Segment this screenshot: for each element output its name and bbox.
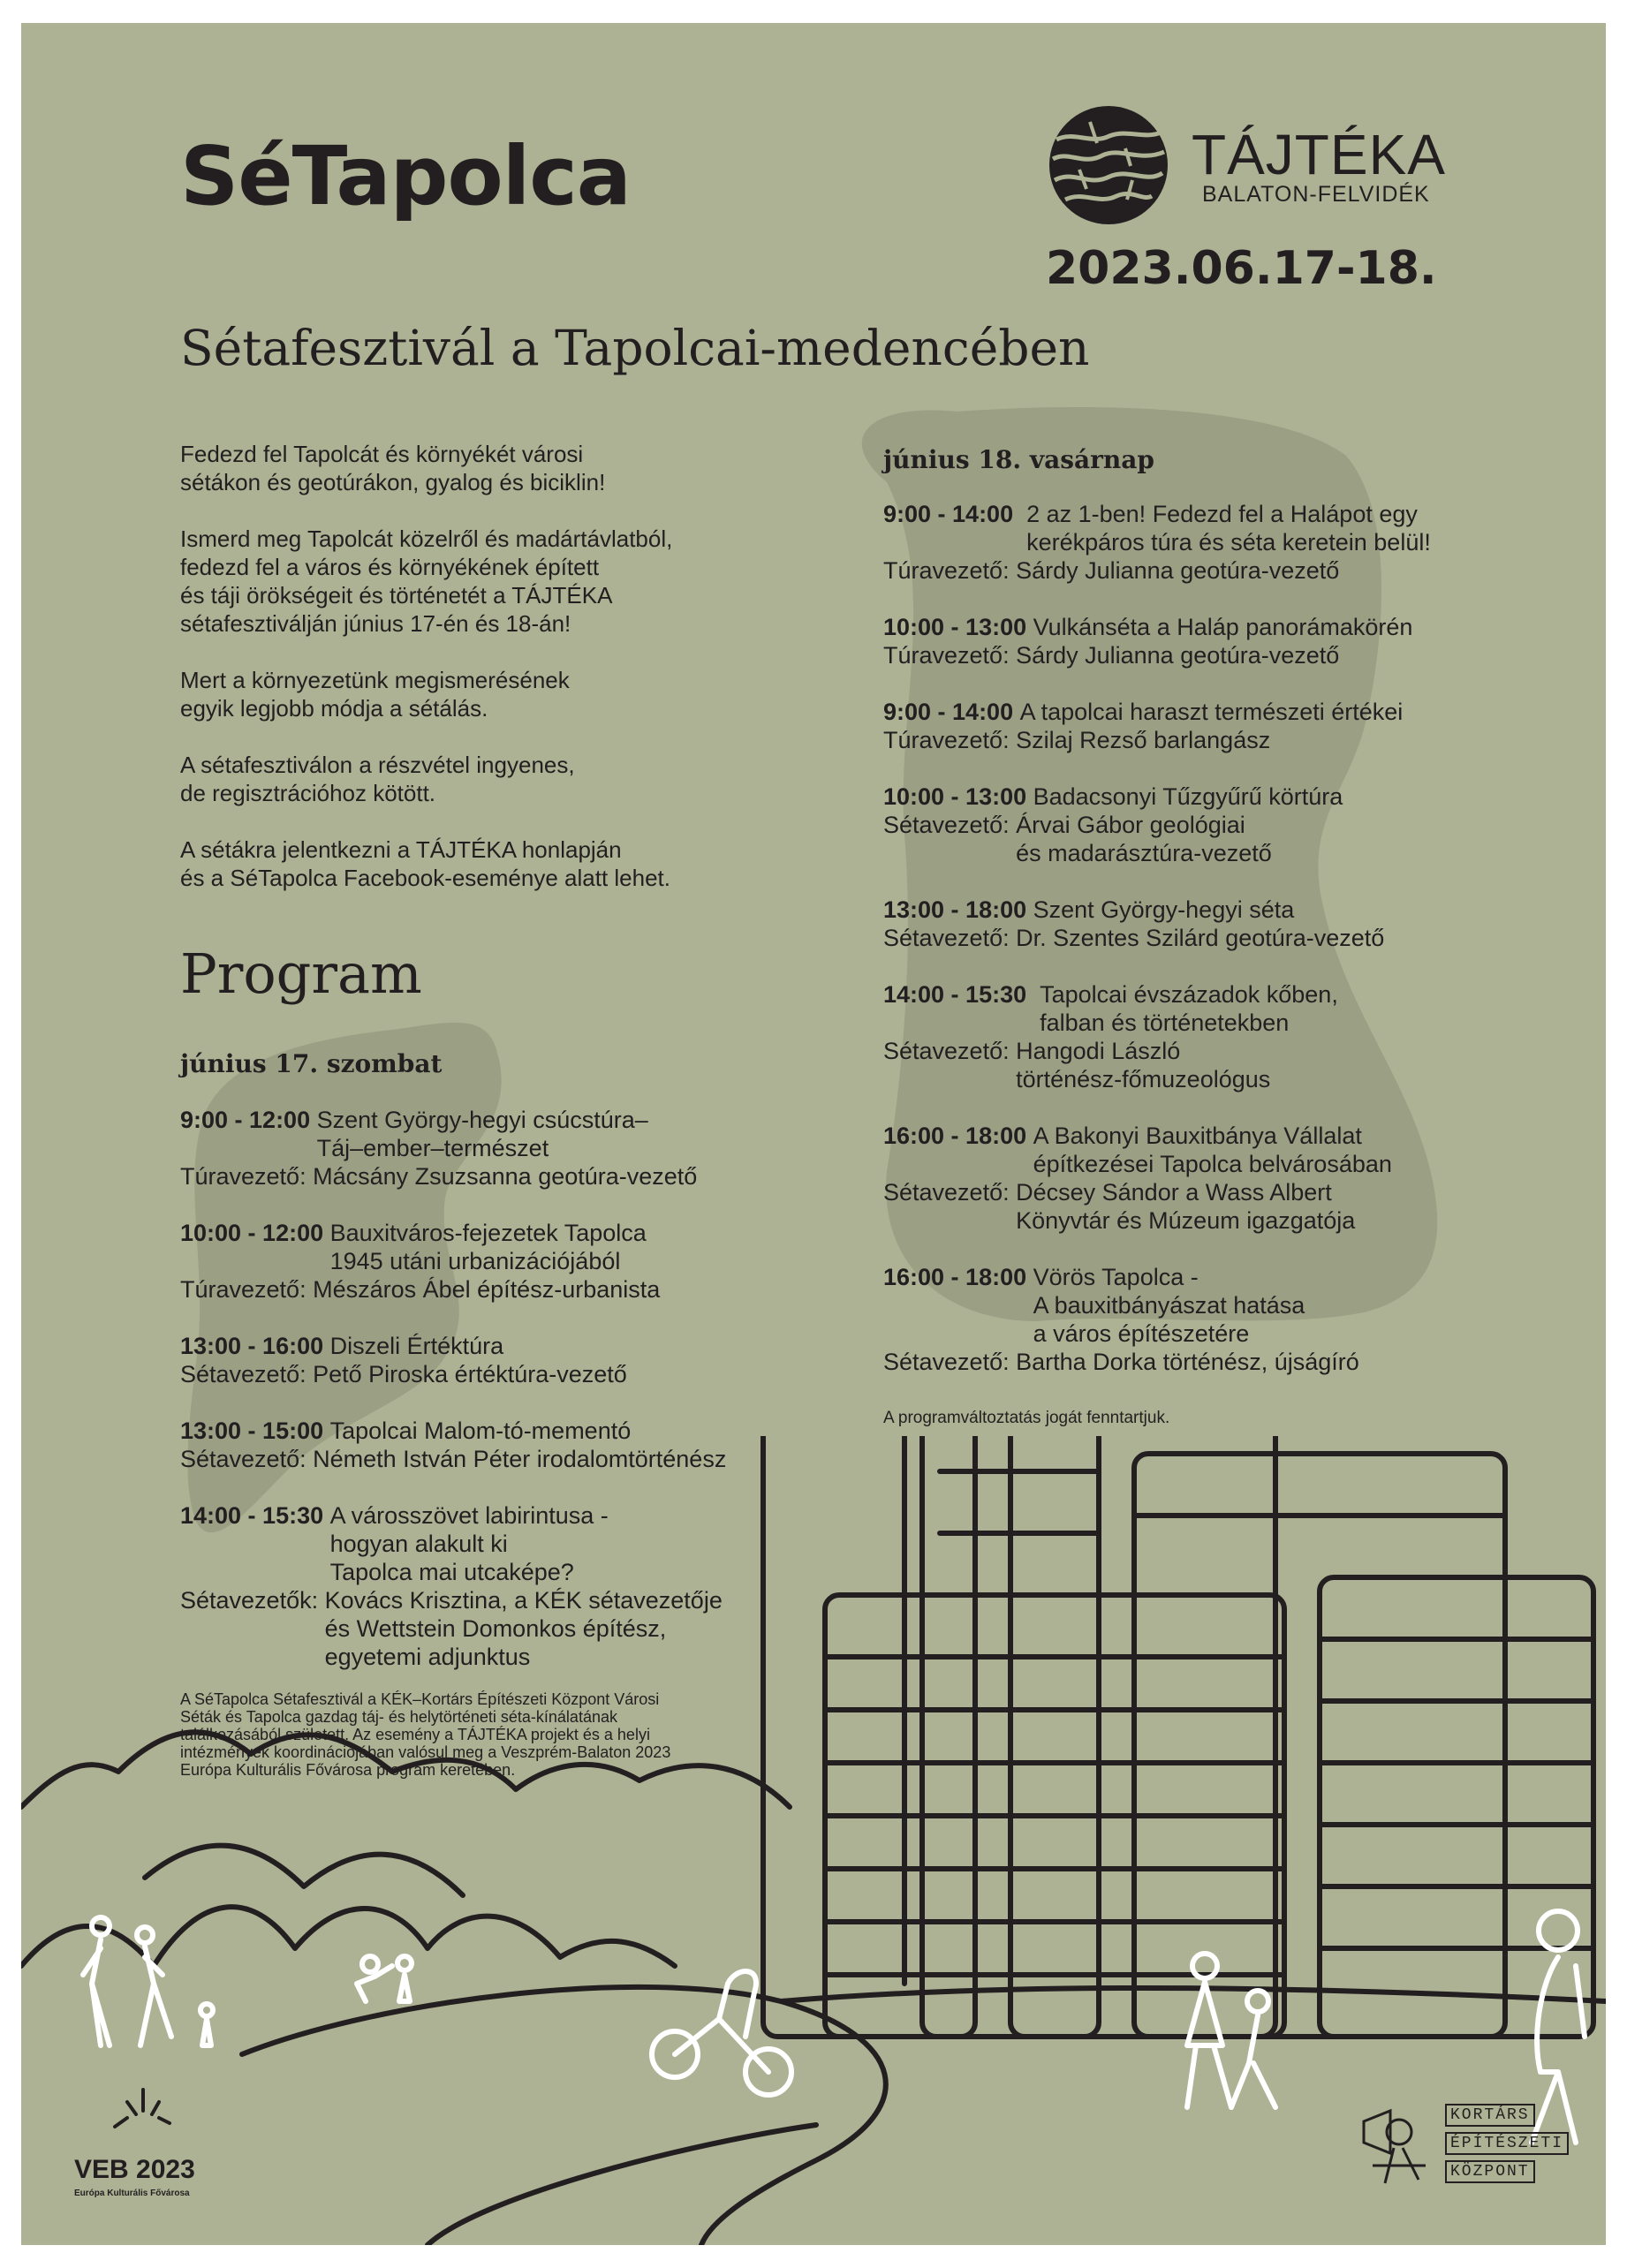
event-item xyxy=(883,1263,1590,1376)
footer-text: A SéTapolca Sétafesztivál a KÉK–Kortárs Építészeti Központ Városi Séták és Tapolca gazdag táj- és helytörténeti séta-kínálatának találkozásából született. Az esemény a TÁJTÉKA projekt és a helyi intézmények koordinációjában valósul meg a Veszprém-Balaton 2023 Európa Kulturális Fővárosa program keretében. xyxy=(180,1690,671,1779)
event-time: 13:00 - 16:00 xyxy=(180,1333,330,1359)
event-role: Sétavezető: xyxy=(883,1038,1017,1064)
event-leader: Németh István Péter irodalomtörténész xyxy=(313,1446,727,1472)
intro-paragraph: A sétafesztiválon a részvétel ingyenes, de regisztrációhoz kötött. xyxy=(180,752,575,806)
event-role: Sétavezető: xyxy=(883,812,1017,838)
event-item xyxy=(883,698,1590,754)
day2-events xyxy=(883,500,1590,1433)
day1-heading: június 17. szombat xyxy=(180,1049,443,1078)
event-role: Sétavezető: xyxy=(883,925,1017,951)
intro-paragraph: Ismerd meg Tapolcát közelről és madártávlatból, fedezd fel a város és környékének épített és táji örökségeit és történetét a TÁJTÉKA sétafesztiválján június 17-én és 18-án! xyxy=(180,525,673,637)
veb-sunburst-icon xyxy=(106,2084,177,2132)
event-role: Sétavezetők: xyxy=(180,1587,325,1614)
day2-heading: június 18. vasárnap xyxy=(883,445,1154,474)
walker-icon xyxy=(201,2004,213,2045)
event-time: 14:00 - 15:30 xyxy=(180,1502,330,1529)
event-time: 14:00 - 15:30 xyxy=(883,981,1041,1008)
event-title: 2 az 1-ben! Fedezd fel a Halápot egy kerékpáros túra és séta keretein belül! xyxy=(1026,501,1431,556)
event-leader: Sárdy Julianna geotúra-vezető xyxy=(1016,557,1340,584)
event-date: 2023.06.17-18. xyxy=(1046,242,1437,295)
event-time: 9:00 - 14:00 xyxy=(883,501,1027,527)
poster xyxy=(21,23,1606,2245)
hiker-icon xyxy=(397,1956,412,2001)
veb-logo-text: VEB 2023 xyxy=(74,2155,195,2184)
event-role: Sétavezető: xyxy=(883,1349,1017,1375)
event-leader: Árvai Gábor geológiai és madarásztúra-vezető xyxy=(1016,812,1272,866)
building-lines xyxy=(825,1436,1593,1975)
veb-logo-subtitle: Európa Kulturális Fővárosa xyxy=(74,2189,190,2198)
event-time: 9:00 - 14:00 xyxy=(883,699,1020,725)
event-leader: Bartha Dorka történész, újságíró xyxy=(1016,1349,1359,1375)
event-leader: Sárdy Julianna geotúra-vezető xyxy=(1016,642,1340,669)
event-item xyxy=(883,896,1590,952)
event-leader: Dr. Szentes Szilárd geotúra-vezető xyxy=(1016,925,1385,951)
walker-icon xyxy=(83,1917,110,2045)
event-leader: Szilaj Rezső barlangász xyxy=(1016,727,1271,753)
building-block xyxy=(1010,1436,1275,2037)
event-item xyxy=(180,1106,851,1191)
event-item xyxy=(180,1332,851,1388)
road-edge xyxy=(428,2125,816,2245)
event-title: A Bakonyi Bauxitbánya Vállalat építkezései Tapolca belvárosában xyxy=(1033,1123,1392,1177)
event-role: Túravezető: xyxy=(883,727,1017,753)
event-leader: Pető Piroska értéktúra-vezető xyxy=(313,1361,627,1387)
event-leader: Kovács Krisztina, a KÉK sétavezetője és Wettstein Domonkos építész, egyetemi adjunktus xyxy=(324,1587,723,1670)
program-heading: Program xyxy=(180,941,422,1006)
event-role: Sétavezető: xyxy=(180,1361,314,1387)
event-time: 16:00 - 18:00 xyxy=(883,1123,1033,1149)
event-title: Diszeli Értéktúra xyxy=(329,1333,504,1359)
logo-name: TÁJTÉKA xyxy=(1192,123,1446,186)
event-title: Tapolcai Malom-tó-mementó xyxy=(329,1418,632,1444)
event-leader: Mészáros Ábel építész-urbanista xyxy=(313,1276,661,1303)
intro-paragraph: Mert a környezetünk megismerésének egyik legjobb módja a sétálás. xyxy=(180,667,570,722)
intro-paragraph: Fedezd fel Tapolcát és környékét városi sétákon és geotúrákon, gyalog és biciklin! xyxy=(180,441,606,495)
event-title: Tapolcai évszázadok kőben, falban és történetekben xyxy=(1040,981,1338,1036)
hiker-icon xyxy=(357,1956,392,2001)
event-role: Túravezető: xyxy=(883,642,1017,669)
event-role: Túravezető: xyxy=(180,1163,314,1190)
event-role: Sétavezető: xyxy=(883,1179,1017,1206)
event-item xyxy=(883,500,1590,585)
event-title: A tapolcai haraszt természeti értékei xyxy=(1019,699,1404,725)
event-role: Túravezető: xyxy=(883,557,1017,584)
event-time: 10:00 - 13:00 xyxy=(883,783,1033,810)
intro-text xyxy=(180,440,816,920)
kek-logo xyxy=(1445,2104,1569,2189)
hills-middle xyxy=(145,1846,463,1895)
event-time: 16:00 - 18:00 xyxy=(883,1264,1033,1290)
event-time: 10:00 - 13:00 xyxy=(883,614,1033,640)
event-item xyxy=(883,980,1590,1093)
ground-line xyxy=(781,1988,1606,2001)
logo-subtitle: BALATON-FELVIDÉK xyxy=(1202,182,1430,207)
hills-front xyxy=(21,1907,675,1966)
event-title: Bauxitváros-fejezetek Tapolca 1945 utáni urbanizációjából xyxy=(329,1220,647,1274)
kek-logo-word: ÉPÍTÉSZETI xyxy=(1445,2132,1569,2155)
event-role: Túravezető: xyxy=(180,1276,314,1303)
event-item xyxy=(883,1122,1590,1235)
event-time: 9:00 - 12:00 xyxy=(180,1107,317,1133)
intro-paragraph: A sétákra jelentkezni a TÁJTÉKA honlapján és a SéTapolca Facebook-eseménye alatt lehet. xyxy=(180,836,671,891)
event-leader: Hangodi László történész-főmuzeológus xyxy=(1016,1038,1271,1092)
kek-megaphone-icon xyxy=(1355,2104,1440,2192)
event-item xyxy=(883,613,1590,669)
poster-title: SéTapolca xyxy=(180,129,631,223)
event-leader: Mácsány Zsuzsanna geotúra-vezető xyxy=(313,1163,698,1190)
poster-subtitle: Sétafesztivál a Tapolcai-medencében xyxy=(180,320,1090,376)
event-title: A városszövet labirintusa - hogyan alakult ki Tapolca mai utcaképe? xyxy=(329,1502,609,1585)
event-time: 13:00 - 18:00 xyxy=(883,896,1033,923)
program-change-note: A programváltoztatás jogát fenntartjuk. xyxy=(883,1409,1170,1427)
event-title: Szent György-hegyi csúcstúra– Táj–ember–természet xyxy=(316,1107,648,1161)
tajteka-logo-icon xyxy=(1048,104,1169,226)
event-title: Vulkánséta a Haláp panorámakörén xyxy=(1033,614,1413,640)
kek-logo-word: KORTÁRS xyxy=(1445,2104,1535,2127)
road-edge xyxy=(242,1987,886,2245)
event-leader: Décsey Sándor a Wass Albert Könyvtár és Múzeum igazgatója xyxy=(1016,1179,1356,1234)
event-title: Badacsonyi Tűzgyűrű körtúra xyxy=(1033,783,1343,810)
event-role: Sétavezető: xyxy=(180,1446,314,1472)
event-time: 13:00 - 15:00 xyxy=(180,1418,330,1444)
event-item xyxy=(180,1219,851,1304)
kek-logo-word: KÖZPONT xyxy=(1445,2160,1535,2183)
event-item xyxy=(883,782,1590,867)
event-time: 10:00 - 12:00 xyxy=(180,1220,330,1246)
event-title: Szent György-hegyi séta xyxy=(1033,896,1295,923)
event-title: Vörös Tapolca - A bauxitbányászat hatása a város építészetére xyxy=(1033,1264,1305,1347)
